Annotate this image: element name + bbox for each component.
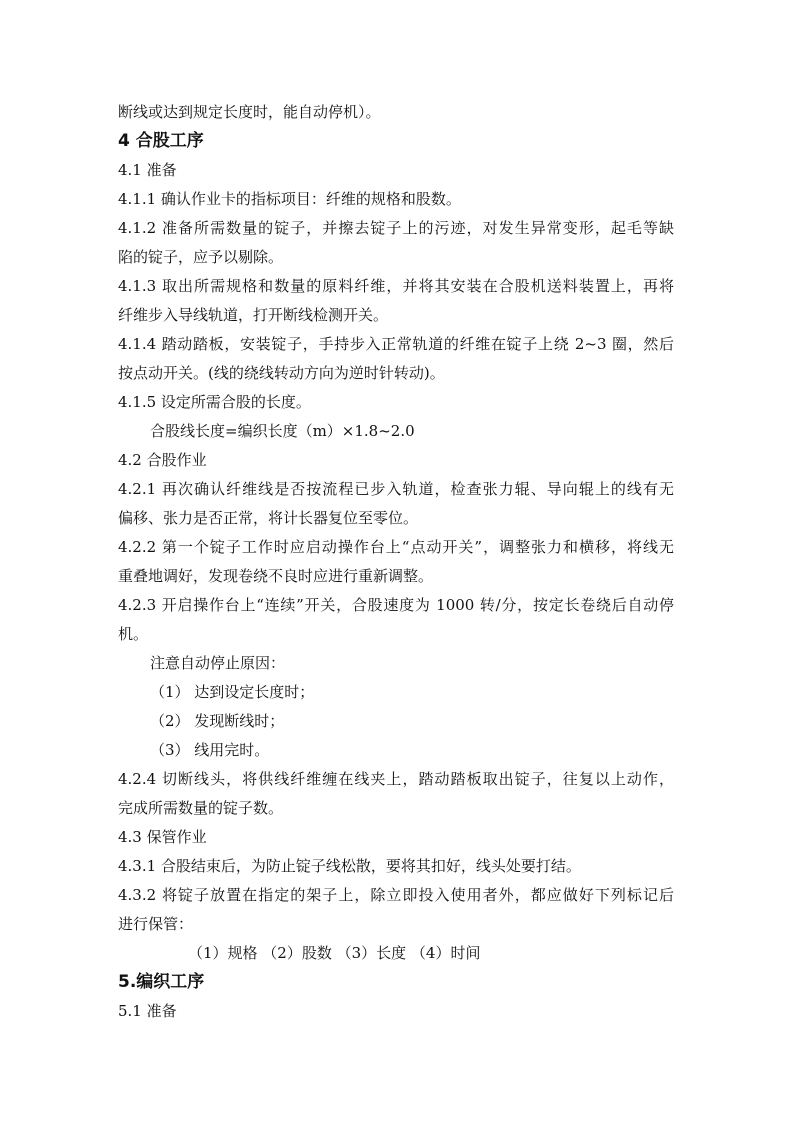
marking-items: （1）规格 （2）股数 （3）长度 （4）时间: [188, 944, 481, 962]
list-item: （1） 达到设定长度时；: [150, 683, 315, 701]
text-line: 重叠地调好，发现卷绕不良时应进行重新调整。: [118, 567, 434, 585]
text-line: 完成所需数量的锭子数。: [118, 799, 284, 817]
formula-line: 合股线长度=编织长度（m）×1.8~2.0: [150, 422, 415, 440]
text-line: 4.3.2 将锭子放置在指定的架子上，除立即投入使用者外，都应做好下列标记后: [118, 886, 674, 904]
list-item: （2） 发现断线时；: [150, 712, 285, 730]
section-heading: 5.编织工序: [118, 972, 205, 992]
text-line: 4.1.3 取出所需规格和数量的原料纤维，并将其安装在合股机送料装置上，再将: [118, 277, 674, 295]
text-line: 4.2.1 再次确认纤维线是否按流程已步入轨道，检查张力辊、导向辊上的线有无: [118, 480, 674, 498]
text-line: 机。: [118, 625, 149, 643]
text-line: 4.2.2 第一个锭子工作时应启动操作台上“点动开关”，调整张力和横移，将线无: [118, 538, 674, 556]
list-item: （3） 线用完时。: [150, 741, 270, 759]
section-heading: 4 合股工序: [118, 131, 204, 151]
text-line: 纤维步入导线轨道，打开断线检测开关。: [118, 306, 389, 324]
text-line: 断线或达到规定长度时，能自动停机）。: [118, 103, 381, 121]
text-line: 4.1.2 准备所需数量的锭子，并擦去锭子上的污迹，对发生异常变形，起毛等缺: [118, 219, 674, 237]
text-line: 4.2.3 开启操作台上“连续”开关，合股速度为 1000 转/分，按定长卷绕后自动停: [118, 596, 674, 614]
subsection-heading: 4.1 准备: [118, 161, 177, 179]
subsection-heading: 4.3 保管作业: [118, 828, 207, 846]
text-line: 偏移、张力是否正常，将计长器复位至零位。: [118, 509, 419, 527]
note-heading: 注意自动停止原因：: [150, 654, 286, 672]
text-line: 进行保管：: [118, 915, 194, 933]
text-line: 4.1.5 设定所需合股的长度。: [118, 393, 311, 411]
text-line: 陷的锭子，应予以剔除。: [118, 248, 284, 266]
text-line: 4.3.1 合股结束后，为防止锭子线松散，要将其扣好，线头处要打结。: [118, 857, 581, 875]
text-line: 4.1.1 确认作业卡的指标项目：纤维的规格和股数。: [118, 190, 461, 208]
subsection-heading: 5.1 准备: [118, 1002, 177, 1020]
text-line: 4.1.4 踏动踏板，安装锭子，手持步入正常轨道的纤维在锭子上绕 2~3 圈，然后: [118, 335, 674, 353]
text-line: 4.2.4 切断线头，将供线纤维缠在线夹上，踏动踏板取出锭子，往复以上动作，: [118, 770, 674, 788]
subsection-heading: 4.2 合股作业: [118, 451, 207, 469]
text-line: 按点动开关。(线的绕线转动方向为逆时针转动)。: [118, 364, 445, 382]
